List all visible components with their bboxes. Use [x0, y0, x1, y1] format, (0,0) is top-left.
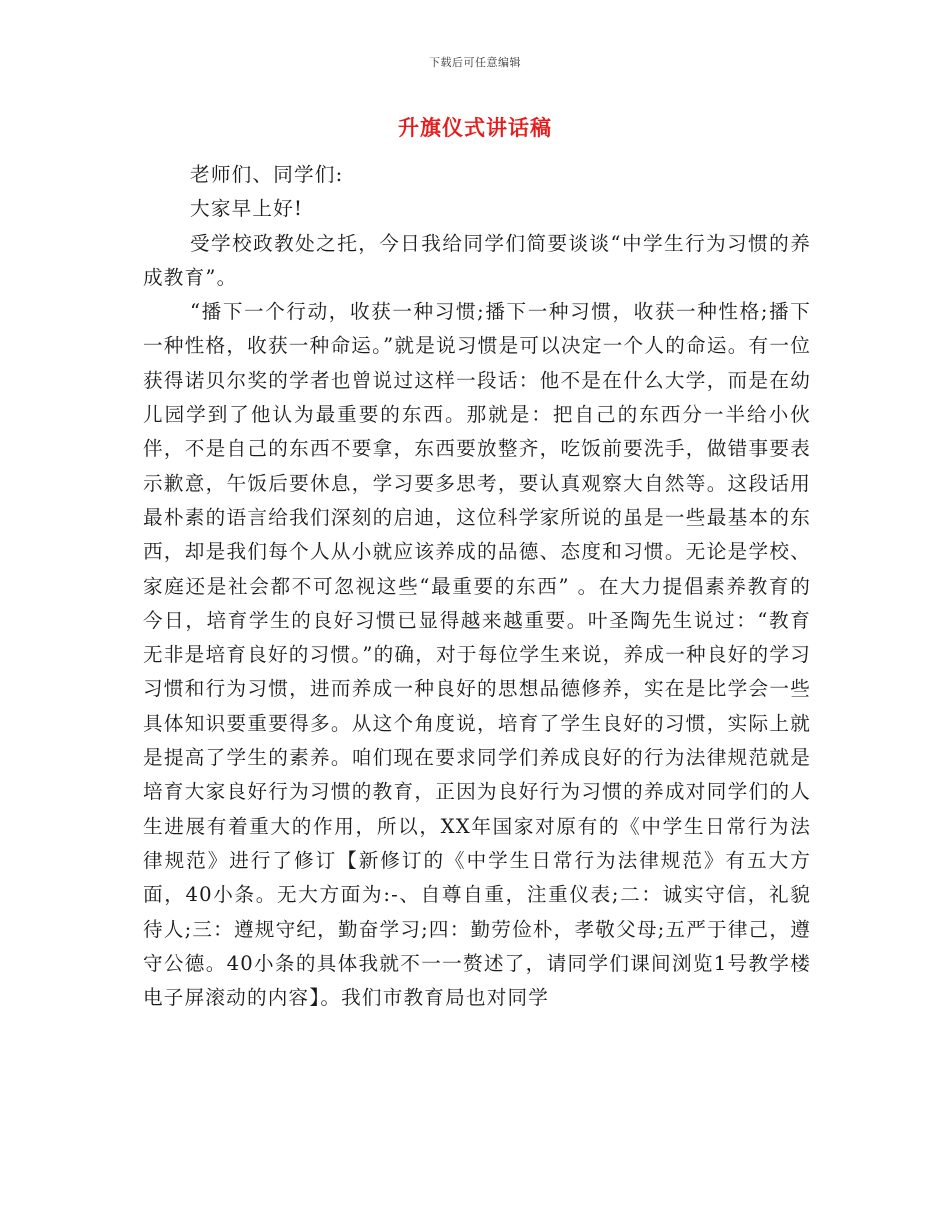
paragraph-main: “播下一个行动，收获一种习惯;播下一种习惯，收获一种性格;播下一种性格，收获一种命运。”就是说习惯是可以决定一个人的命运。有一位获得诺贝尔奖的学者也曾说过这样一段话：他不是在什么大学，而是在幼儿园学到了他认为最重要的东西。那就是：把自己的东西分一半给小伙伴，不是自己的东西不要拿，东西要放整齐，吃饭前要洗手，做错事要表示歉意，午饭后要休息，学习要多思考，要认真观察大自然等。这段话用最朴素的语言给我们深刻的启迪，这位科学家所说的虽是一些最基本的东西，却是我们每个人从小就应该养成的品德、态度和习惯。无论是学校、家庭还是社会都不可忽视这些“最重要的东西” 。在大力提倡素养教育的今日，培育学生的良好习惯已显得越来越重要。叶圣陶先生说过：“教育无非是培育良好的习惯。”的确，对于每位学生来说，养成一种良好的学习习惯和行为习惯，进而养成一种良好的思想品德修养，实在是比学会一些具体知识要重要得多。从这个角度说，培育了学生良好的习惯，实际上就是提高了学生的素养。咱们现在要求同学们养成良好的行为法律规范就是培育大家良好行为习惯的教育，正因为良好行为习惯的养成对同学们的人生进展有着重大的作用，所以，XX年国家对原有的《中学生日常行为法律规范》进行了修订【新修订的《中学生日常行为法律规范》有五大方面，40小条。无大方面为:-、自尊自重，注重仪表;二：诚实守信，礼貌待人;三：遵规守纪，勤奋学习;四：勤劳俭朴，孝敬父母;五严于律己，遵守公德。40小条的具体我就不一一赘述了，请同学们课间浏览1号教学楼电子屏滚动的内容】。我们市教育局也对同学: [143, 300, 812, 1010]
document-title: 升旗仪式讲话稿: [398, 115, 552, 140]
document-body: [143, 158, 811, 1015]
paragraph-intro: 受学校政教处之托，今日我给同学们简要谈谈“中学生行为习惯的养成教育”。: [143, 231, 811, 289]
header-note: 下载后可任意编辑: [429, 56, 521, 69]
paragraph-salutation: 老师们、同学们:: [190, 163, 344, 186]
paragraph-greeting: 大家早上好!: [190, 197, 304, 221]
